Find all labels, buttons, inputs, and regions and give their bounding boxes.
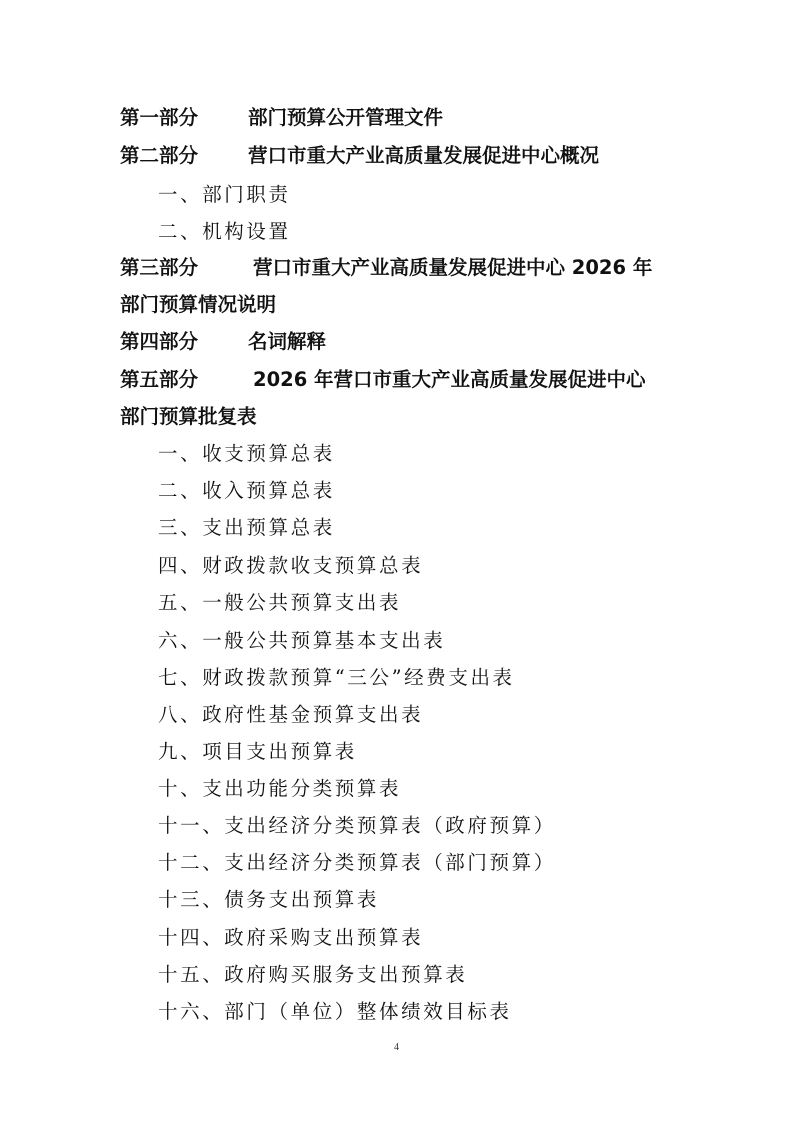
toc-part-4 [120, 330, 327, 354]
part-label: 第四部分 [120, 330, 199, 353]
toc-item: 十六、部门（单位）整体绩效目标表 [158, 1000, 512, 1023]
part-title: 2026 年营口市重大产业高质量发展促进中心 [253, 368, 646, 391]
toc-item: 一、收支预算总表 [158, 442, 335, 465]
toc-part-2 [120, 144, 600, 168]
toc-item: 十四、政府采购支出预算表 [158, 926, 424, 949]
part-title: 名词解释 [248, 330, 327, 353]
toc-item: 七、财政拨款预算“三公”经费支出表 [158, 666, 515, 689]
toc-item: 十二、支出经济分类预算表（部门预算） [158, 851, 556, 874]
part-label: 第三部分 [120, 256, 199, 279]
toc-item: 二、机构设置 [158, 220, 291, 243]
part-title: 部门预算公开管理文件 [248, 106, 444, 129]
page-number: 4 [394, 1042, 399, 1053]
toc-part-5 [120, 368, 646, 392]
toc-item: 五、一般公共预算支出表 [158, 591, 402, 614]
toc-part-3 [120, 256, 653, 280]
toc-item: 十三、债务支出预算表 [158, 888, 380, 911]
part-title: 营口市重大产业高质量发展促进中心 2026 年 [253, 256, 653, 279]
toc-item: 十五、政府购买服务支出预算表 [158, 963, 468, 986]
toc-part-1 [120, 106, 444, 130]
part-label: 第五部分 [120, 368, 199, 391]
toc-part-continuation: 部门预算情况说明 [120, 293, 277, 316]
toc-item: 四、财政拨款收支预算总表 [158, 554, 424, 577]
toc-part-continuation: 部门预算批复表 [120, 405, 257, 428]
part-label: 第一部分 [120, 106, 199, 129]
toc-item: 九、项目支出预算表 [158, 740, 357, 763]
toc-item: 三、支出预算总表 [158, 516, 335, 539]
toc-item: 八、政府性基金预算支出表 [158, 703, 424, 726]
toc-item: 十一、支出经济分类预算表（政府预算） [158, 814, 556, 837]
toc-item: 一、部门职责 [158, 183, 291, 206]
part-title: 营口市重大产业高质量发展促进中心概况 [248, 144, 600, 167]
toc-item: 十、支出功能分类预算表 [158, 777, 402, 800]
toc-item: 二、收入预算总表 [158, 479, 335, 502]
part-label: 第二部分 [120, 144, 199, 167]
toc-item: 六、一般公共预算基本支出表 [158, 629, 446, 652]
